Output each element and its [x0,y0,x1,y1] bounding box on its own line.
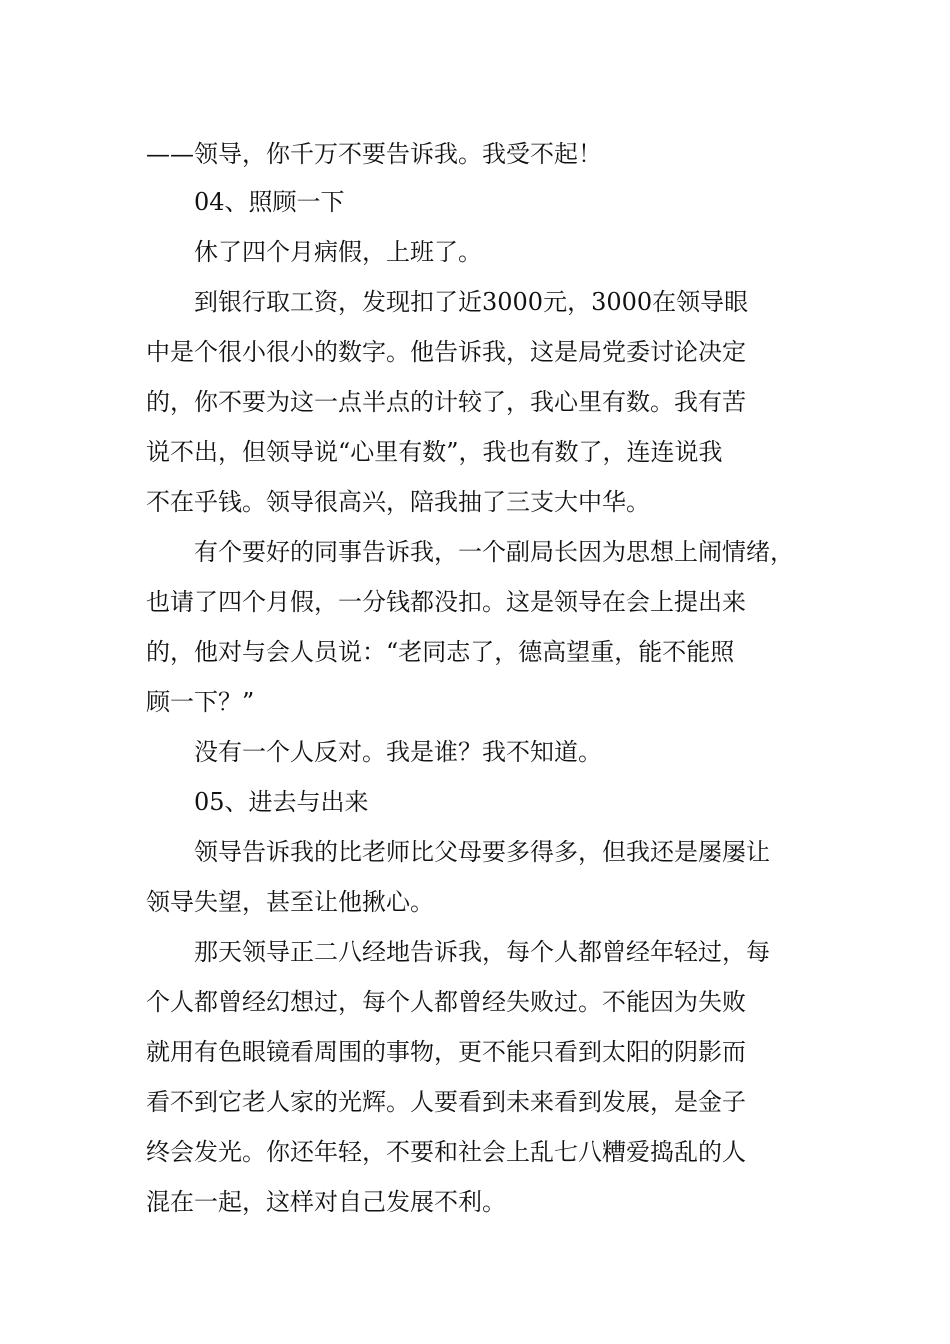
text-line: 休了四个月病假，上班了。 [194,238,482,266]
text-line: 顾一下？” [146,688,255,716]
text-line: 中是个很小很小的数字。他告诉我，这是局党委讨论决定 [146,338,746,366]
text-line: 不在乎钱。领导很高兴，陪我抽了三支大中华。 [146,488,650,516]
section-heading: 05、进去与出来 [194,788,369,816]
text-line: 终会发光。你还年轻，不要和社会上乱七八糟爱捣乱的人 [146,1138,746,1166]
text-line: 没有一个人反对。我是谁？我不知道。 [194,738,602,766]
text-line: 的，你不要为这一点半点的计较了，我心里有数。我有苦 [146,388,746,416]
text-line: 有个要好的同事告诉我，一个副局长因为思想上闹情绪， [194,538,794,566]
text-line: 领导失望，甚至让他揪心。 [146,888,434,916]
text-line: 混在一起，这样对自己发展不利。 [146,1188,506,1216]
text-line: 说不出，但领导说“心里有数”，我也有数了，连连说我 [146,438,723,466]
text-line: 个人都曾经幻想过，每个人都曾经失败过。不能因为失败 [146,988,746,1016]
text-line: 到银行取工资，发现扣了近3000元，3000在领导眼 [194,288,749,316]
text-line: 那天领导正二八经地告诉我，每个人都曾经年轻过，每 [194,938,770,966]
section-heading: 04、照顾一下 [194,188,345,216]
text-line: 看不到它老人家的光辉。人要看到未来看到发展，是金子 [146,1088,746,1116]
text-line: 的，他对与会人员说：“老同志了，德高望重，能不能照 [146,638,735,666]
text-line: ——领导，你千万不要告诉我。我受不起！ [146,140,602,168]
text-line: 就用有色眼镜看周围的事物，更不能只看到太阳的阴影而 [146,1038,746,1066]
text-line: 领导告诉我的比老师比父母要多得多，但我还是屡屡让 [194,838,770,866]
text-line: 也请了四个月假，一分钱都没扣。这是领导在会上提出来 [146,588,746,616]
